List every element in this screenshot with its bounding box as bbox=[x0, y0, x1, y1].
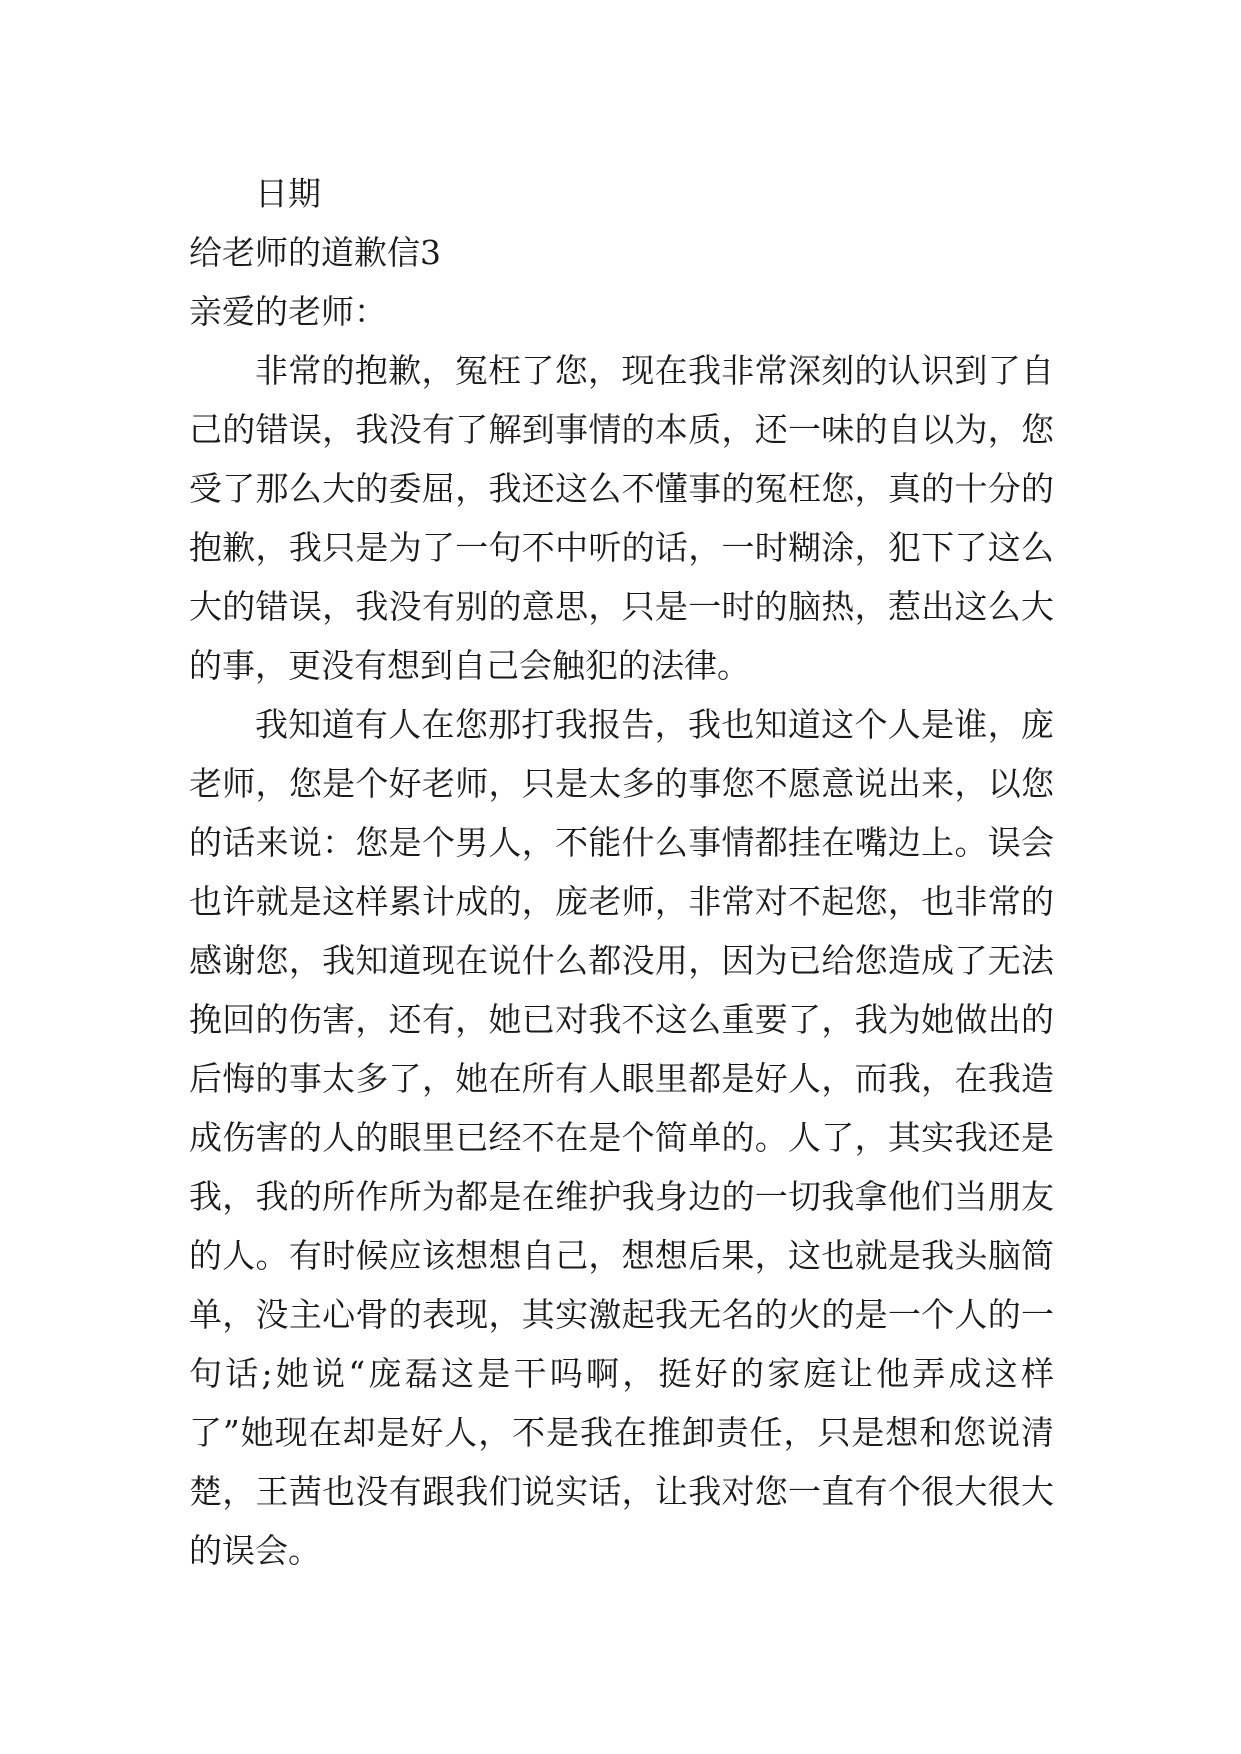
paragraph-1: 非常的抱歉，冤枉了您，现在我非常深刻的认识到了自己的错误，我没有了解到事情的本质，还一味的自以为，您受了那么大的委屈，我还这么不懂事的冤枉您，真的十分的抱歉，我只是为了一句不中听的话，一时糊涂，犯下了这么大的错误，我没有别的意思，只是一时的脑热，惹出这么大的事，更没有想到自己会触犯的法律。 bbox=[189, 351, 1054, 685]
letter-title: 给老师的道歉信3 bbox=[189, 233, 441, 272]
letter-body bbox=[189, 164, 1054, 1580]
date-label: 日期 bbox=[255, 174, 321, 213]
salutation: 亲爱的老师： bbox=[189, 292, 387, 331]
paragraph-2: 我知道有人在您那打我报告，我也知道这个人是谁，庞老师，您是个好老师，只是太多的事您不愿意说出来，以您的话来说：您是个男人，不能什么事情都挂在嘴边上。误会也许就是这样累计成的，庞老师，非常对不起您，也非常的感谢您，我知道现在说什么都没用，因为已给您造成了无法挽回的伤害，还有，她已对我不这么重要了，我为她做出的后悔的事太多了，她在所有人眼里都是好人，而我，在我造成伤害的人的眼里已经不在是个简单的。人了，其实我还是我，我的所作所为都是在维护我身边的一切我拿他们当朋友的人。有时候应该想想自己，想想后果，这也就是我头脑简单，没主心骨的表现，其实激起我无名的火的是一个人的一句话;她说“庞磊这是干吗啊，挺好的家庭让他弄成这样了”她现在却是好人，不是我在推卸责任，只是想和您说清楚，王茜也没有跟我们说实话，让我对您一直有个很大很大的误会。 bbox=[189, 705, 1054, 1570]
